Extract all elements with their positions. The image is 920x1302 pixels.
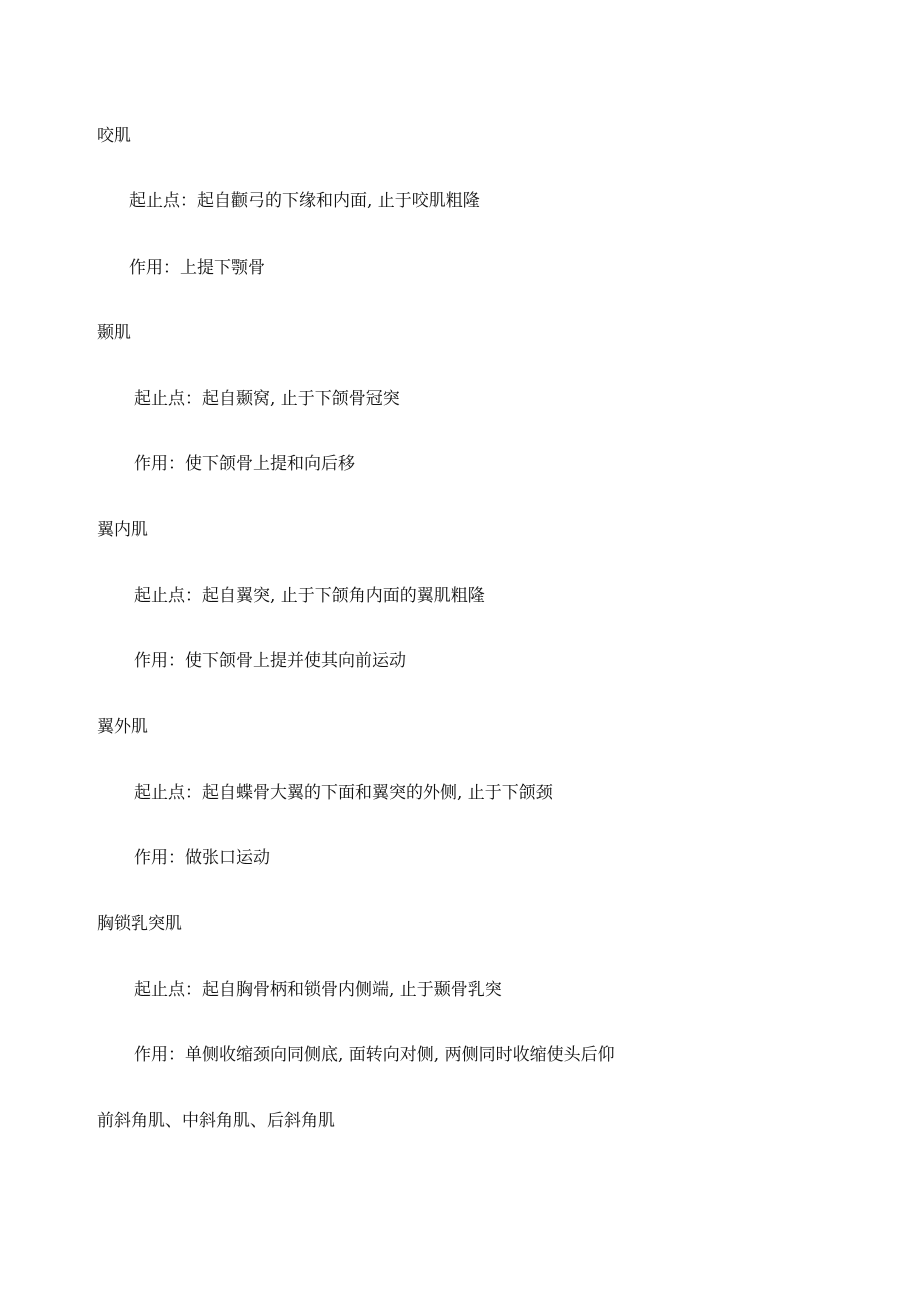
masseter-origin-insertion: 起止点：起自颧弓的下缘和内面, 止于咬肌粗隆 <box>129 191 480 211</box>
section-heading-scalenes: 前斜角肌、中斜角肌、后斜角肌 <box>97 1111 335 1131</box>
medial-pterygoid-origin-insertion: 起止点：起自翼突, 止于下颌角内面的翼肌粗隆 <box>134 586 485 606</box>
section-heading-sternocleidomastoid: 胸锁乳突肌 <box>97 914 182 934</box>
sternocleidomastoid-origin-insertion: 起止点：起自胸骨柄和锁骨内侧端, 止于颞骨乳突 <box>134 980 502 1000</box>
temporalis-origin-insertion: 起止点：起自颞窝, 止于下颌骨冠突 <box>134 389 400 409</box>
section-heading-masseter: 咬肌 <box>97 126 131 146</box>
section-heading-medial-pterygoid: 翼内肌 <box>97 520 148 540</box>
medial-pterygoid-action: 作用：使下颌骨上提并使其向前运动 <box>134 651 406 671</box>
sternocleidomastoid-action: 作用：单侧收缩颈向同侧底, 面转向对侧, 两侧同时收缩使头后仰 <box>134 1045 615 1065</box>
temporalis-action: 作用：使下颌骨上提和向后移 <box>134 454 355 474</box>
masseter-action: 作用：上提下颚骨 <box>129 258 265 278</box>
lateral-pterygoid-origin-insertion: 起止点：起自蝶骨大翼的下面和翼突的外侧, 止于下颌颈 <box>134 783 553 803</box>
section-heading-lateral-pterygoid: 翼外肌 <box>97 717 148 737</box>
section-heading-temporalis: 颞肌 <box>97 323 131 343</box>
lateral-pterygoid-action: 作用：做张口运动 <box>134 848 270 868</box>
